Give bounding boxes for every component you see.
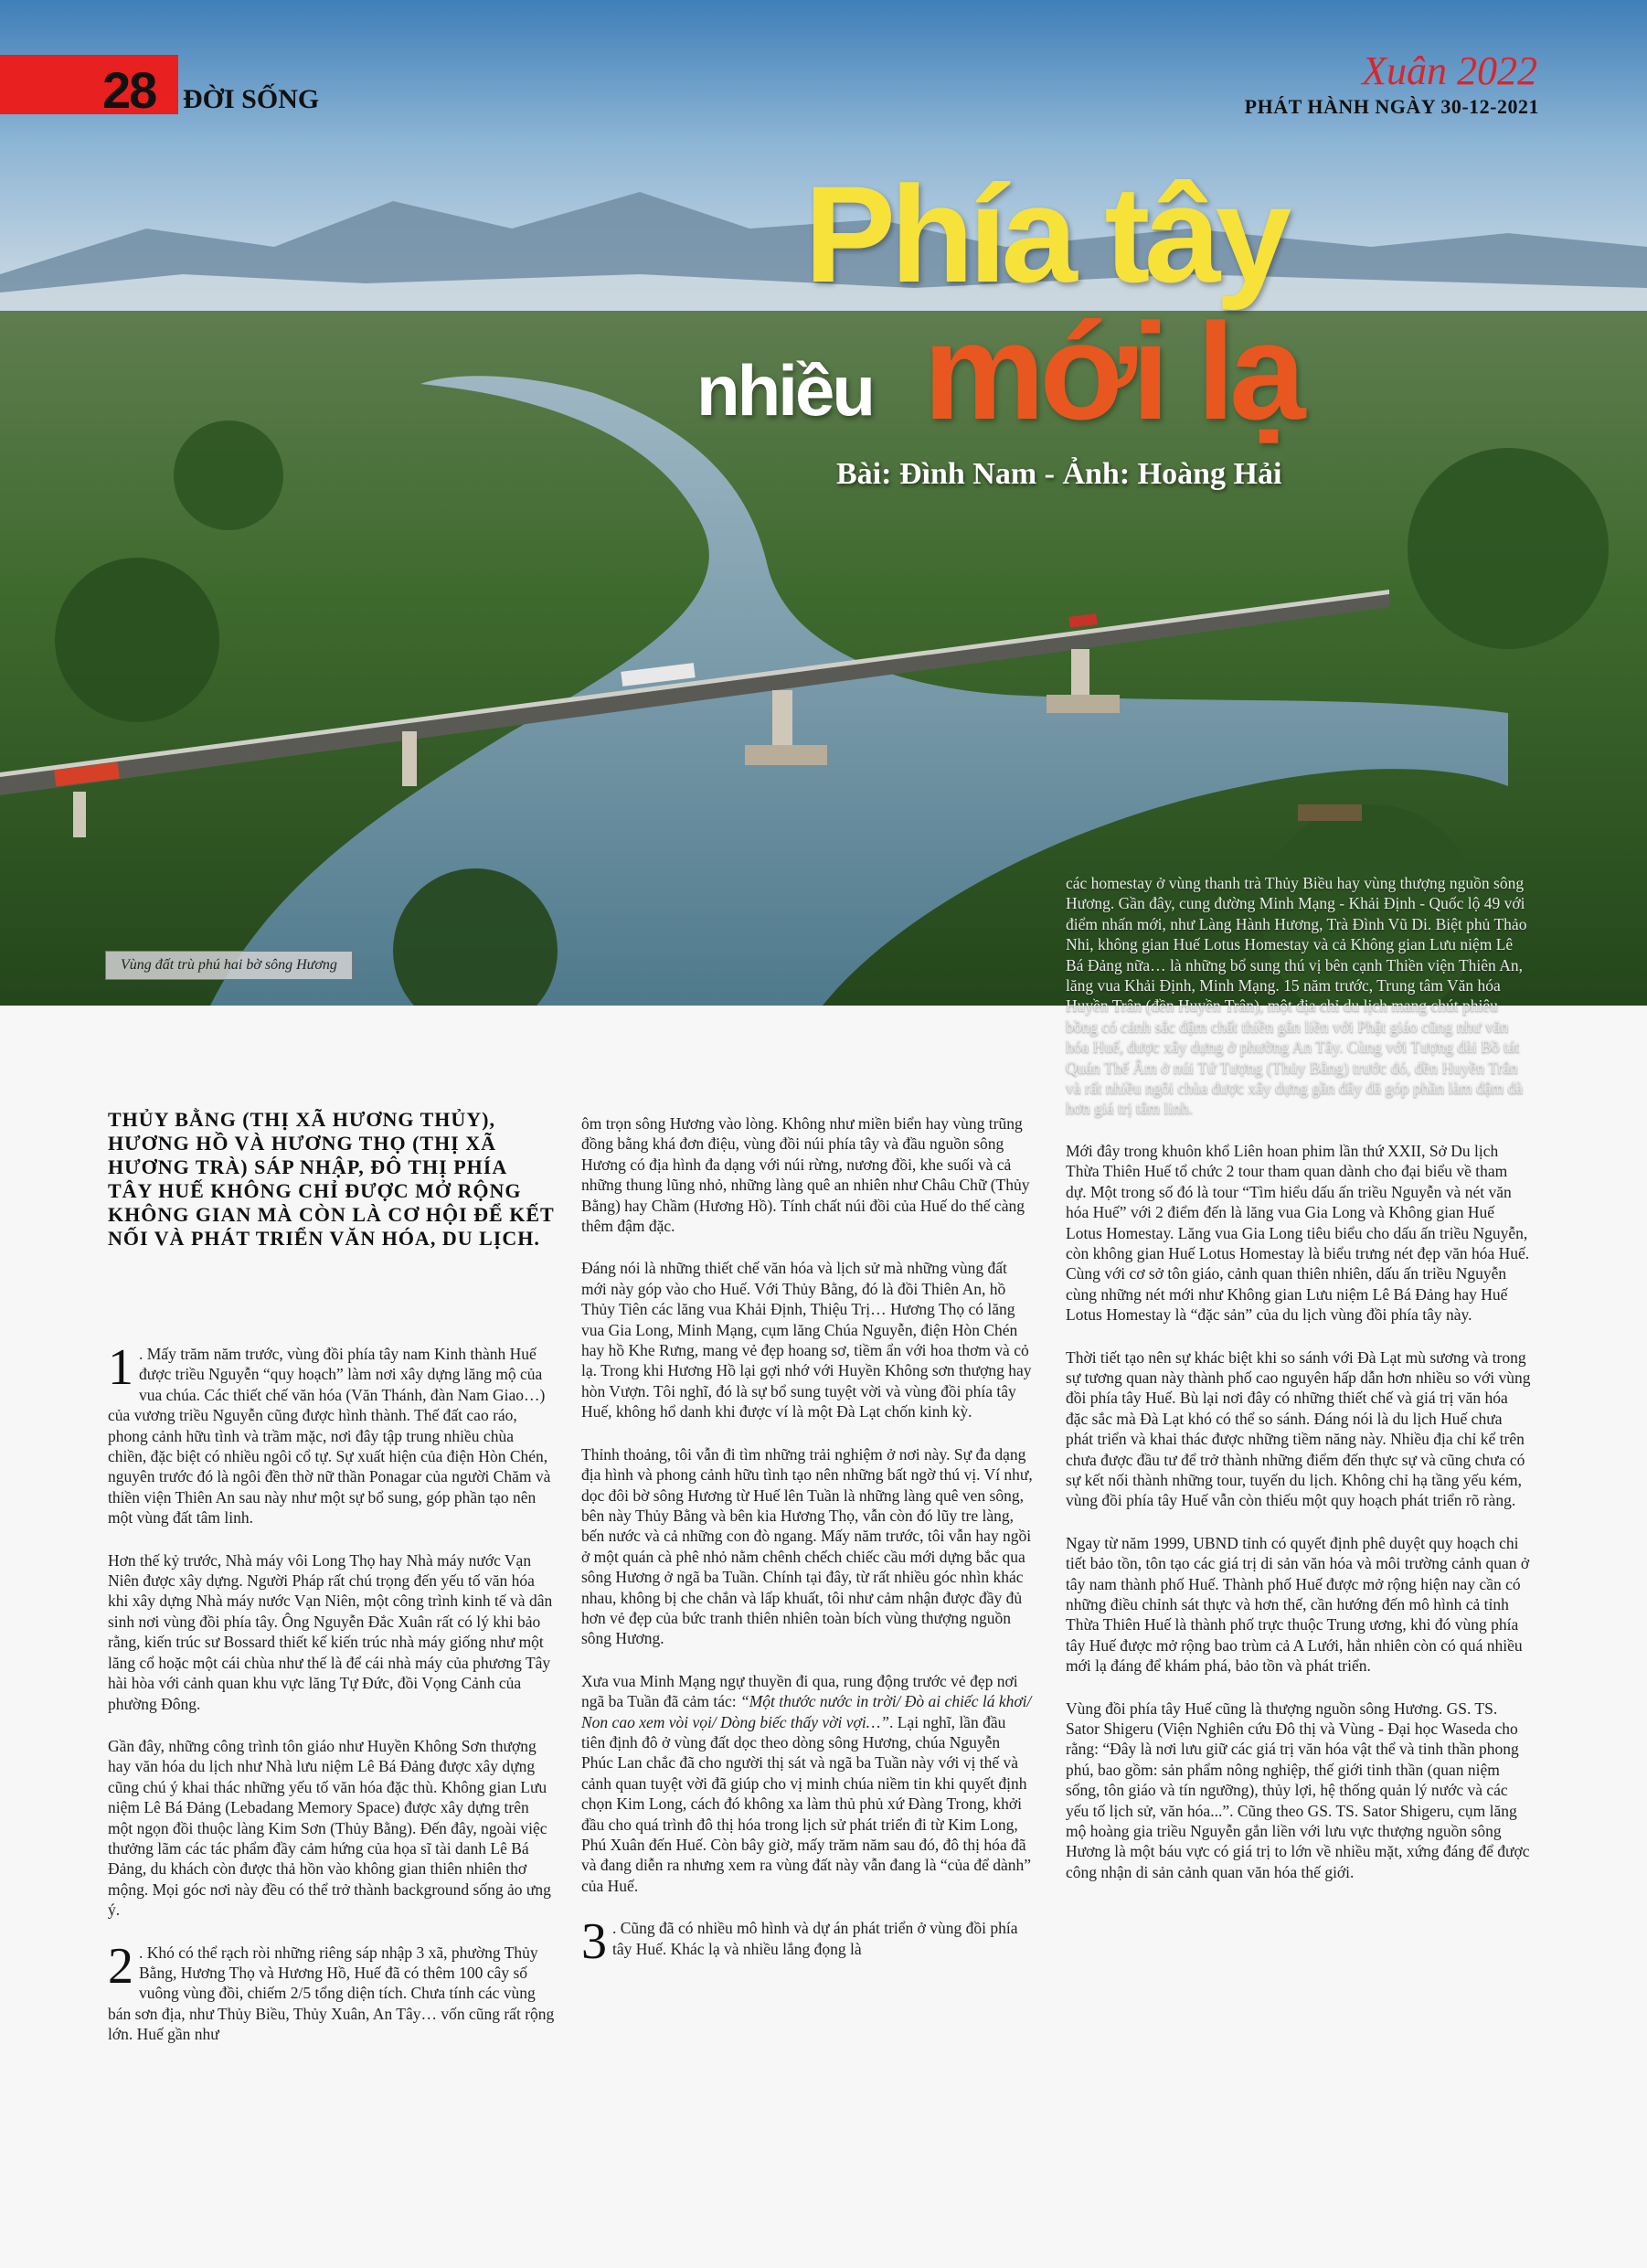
section-number: 2 bbox=[108, 1937, 133, 1995]
paragraph bbox=[581, 1913, 1033, 1971]
column-1 bbox=[108, 1152, 556, 2067]
paragraph bbox=[108, 1937, 556, 2045]
paragraph: các homestay ở vùng thanh trà Thủy Biều hay vùng thượng nguồn sông Hương. Gần đây, cung đường Minh Mạng - Khải Định - Quốc lộ 49 với điểm nhấn mới, như Làng Hành Hương, Trà Đình Vũ Di. Biệt phủ Thảo Nhi, không gian Huế Lotus Homestay và cả Không gian Lưu niệm Lê Bá Đảng nữa… là những bổ sung thú vị bên cạnh Thiền viện Thiên An, lăng vua Khải Định, Minh Mạng. 15 năm trước, Trung tâm Văn hóa Huyền Trân (đền Huyền Trân), một địa chỉ du lịch mang chút phiêu bồng có cảnh sắc đậm chất thiền gắn liền với Phật giáo cũng như văn hóa Huế, được xây dựng ở phường An Tây. Cùng với Tượng đài Bồ tát Quán Thế Âm ở núi Tứ Tượng (Thủy Bằng) trước đó, đền Huyền Trân và rất nhiều ngôi chùa được xây dựng gần đây đã góp phần làm đậm đà hơn giá trị tâm linh. bbox=[1066, 874, 1527, 1118]
paragraph-text: . Mấy trăm năm trước, vùng đồi phía tây nam Kinh thành Huế được triều Nguyễn “quy hoạch” làm nơi xây dựng lăng mộ của vua chúa. Các thiết chế văn hóa (Văn Thánh, đàn Nam Giao…) của vương triều Nguyễn cũng được hình thành. Thế đất cao ráo, phong cảnh hữu tình và trầm mặc, nơi đây tập trung nhiều chùa chiền, đặc biệt có nhiều ngôi cổ tự. Sự xuất hiện của điện Hòn Chén, nguyên trước đó là ngôi đền thờ nữ thần Ponagar của người Chăm và thiền viện Thiên An sau này như một sự bổ sung, góp phần tạo nên một vùng đất tâm linh. bbox=[108, 1345, 551, 1528]
paragraph: Đáng nói là những thiết chế văn hóa và lịch sử mà những vùng đất mới này góp vào cho Huế. Với Thủy Bằng, đó là đồi Thiên An, hồ Thủy Tiên các lăng vua Khải Định, Thiệu Trị… Hương Thọ có lăng vua Gia Long, Minh Mạng, cụm lăng Chúa Nguyễn, điện Hòn Chén hay hồ Khe Rưng, mang vẻ đẹp hoang sơ, tiềm ẩn với hoa thơm và cỏ lạ. Trong khi Hương Hồ lại gợi nhớ với Huyền Không sơn thượng hay hòn Vượn. Tôi nghĩ, đó là sự bổ sung tuyệt vời và vùng đồi phía tây Huế, không hổ danh khi được ví là một Đà Lạt chốn kinh kỳ. bbox=[581, 1259, 1032, 1421]
bridge-pier bbox=[73, 792, 86, 837]
bridge-pier bbox=[772, 690, 792, 754]
paragraph-text: . Cũng đã có nhiều mô hình và dự án phát triển ở vùng đồi phía tây Huế. Khác lạ và nhiều lắng đọng là bbox=[612, 1919, 1018, 1958]
photo-caption: Vùng đất trù phú hai bờ sông Hương bbox=[105, 951, 353, 980]
lead-paragraph: THỦY BẰNG (THỊ XÃ HƯƠNG THỦY), HƯƠNG HỒ VÀ HƯƠNG THỌ (THỊ XÃ HƯƠNG TRÀ) SÁP NHẬP, ĐÔ THỊ PHÍA TÂY HUẾ KHÔNG CHỈ ĐƯỢC MỞ RỘNG KHÔNG GIAN MÀ CÒN LÀ CƠ HỘI ĐỂ KẾT NỐI VÀ PHÁT TRIỂN VĂN HÓA, DU LỊCH. bbox=[108, 1108, 555, 1250]
headline-line2-small: nhiều bbox=[696, 350, 873, 431]
headline-line2-large: mới lạ bbox=[923, 294, 1301, 448]
section-number: 3 bbox=[581, 1913, 607, 1971]
issue-title: Xuân 2022 bbox=[1362, 48, 1537, 93]
paragraph-text: . Khó có thể rạch ròi những riêng sáp nhập 3 xã, phường Thủy Bằng, Hương Thọ và Hương Hồ, Huế đã có thêm 100 cây số vuông vùng đồi, chiếm 2/5 tổng diện tích. Chưa tính các vùng bán sơn địa, như Thủy Biều, Thủy Xuân, An Tây… vốn cũng rất rộng lớn. Huế gần như bbox=[108, 1943, 555, 2044]
page-number: 28 bbox=[102, 61, 156, 119]
paragraph-text: Xưa vua Minh Mạng ngự thuyền đi qua, rung động trước vẻ đẹp nơi ngã ba Tuần đã cảm tác: bbox=[581, 1671, 1018, 1711]
paragraph bbox=[108, 1339, 556, 1528]
paragraph: Hơn thế kỷ trước, Nhà máy vôi Long Thọ hay Nhà máy nước Vạn Niên được xây dựng. Người Pháp rất chú trọng đến yếu tố văn hóa khi xây dựng Nhà máy nước Vạn Niên, một công trình kinh tế và dân sinh nơi vùng đồi phía tây. Ông Nguyễn Đắc Xuân rất có lý khi bảo rằng, kiến trúc sư Bossard thiết kế kiến trúc nhà máy giống như một lăng cổ hoặc một cái chùa như thế là để cái nhà máy của phương Tây hài hòa với cảnh quan khu vực lăng Tự Đức, đồi Vọng Cảnh của phường Đông. bbox=[108, 1550, 553, 1713]
paragraph-text: . Lại nghĩ, lần đầu tiên định đô ở vùng đất dọc theo dòng sông Hương, chúa Nguyễn Phúc Lan chắc đã cho người thị sát và ngã ba Tuần này với vị thế và cảnh quan tuyệt vời đã giúp cho vị minh chúa niềm tin khi quyết định chọn Kim Long, cách đó không xa làm thủ phủ xứ Đàng Trong, khởi đầu cho quá trình đô thị hóa trong lịch sử phát triển đi từ Kim Long, Phú Xuân đến Huế. Còn bây giờ, mấy trăm năm sau đó, đô thị hóa đã và đang diễn ra nhưng xem ra vùng đất này vẫn đang là “của để dành” của Huế. bbox=[581, 1712, 1032, 1895]
paragraph: Mới đây trong khuôn khổ Liên hoan phim lần thứ XXII, Sở Du lịch Thừa Thiên Huế tổ chức 2 tour tham quan dành cho đại biểu về tham dự. Một trong số đó là tour “Tìm hiểu dấu ấn triều Nguyễn và nét văn hóa Huế” với 2 điểm đến là lăng vua Gia Long và Không gian Huế Lotus Homestay. Lăng vua Gia Long tiêu biểu cho dấu ấn triều Nguyễn, còn không gian Huế Lotus Homestay là biểu trưng nét đẹp văn hóa Huế. Cùng với cơ sở tôn giáo, cảnh quan thiên nhiên, dấu ấn triều Nguyễn cùng những nét mới như Không gian Lưu niệm Lê Bá Đảng hay Huế Lotus Homestay là “đặc sản” của du lịch vùng đồi phía tây này. bbox=[1066, 1141, 1530, 1325]
hero-photo bbox=[0, 0, 1647, 1006]
boat bbox=[1298, 804, 1362, 821]
paragraph bbox=[581, 1671, 1033, 1896]
bridge-pier-base bbox=[745, 745, 827, 765]
paragraph: ôm trọn sông Hương vào lòng. Không như miền biển hay vùng trũng đồng bằng khá đơn điệu, vùng đồi núi phía tây và đầu nguồn sông Hương có địa hình đa dạng với núi rừng, nương đồi, khe suối và cả những thung lũng nhỏ, những làng quê an nhiên như Châu Chữ (Thủy Bằng) hay Chầm (Hương Hồ). Tính chất núi đồi của Huế do thế càng thêm đậm đặc. bbox=[581, 1114, 1030, 1236]
headline-line1: Phía tây bbox=[804, 157, 1287, 311]
column-3 bbox=[1066, 873, 1532, 1904]
bridge-pier-base bbox=[1047, 695, 1120, 713]
paragraph: Ngay từ năm 1999, UBND tỉnh có quyết định phê duyệt quy hoạch chi tiết bảo tồn, tôn tạo các giá trị di sản văn hóa và môi trường cảnh quan ở tây nam thành phố Huế. Thành phố Huế được mở rộng hiện nay cần có những điều chỉnh sát thực và hơn thế, cần hướng đến mô hình cả tỉnh Thừa Thiên Huế là thành phố trực thuộc Trung ương, khi đó vùng phía tây Huế được mở rộng bao trùm cả A Lưới, hẳn nhiên còn có quá nhiều mới lạ đáng để khám phá, bảo tồn và phát triển. bbox=[1066, 1533, 1530, 1676]
byline: Bài: Đình Nam - Ảnh: Hoàng Hải bbox=[836, 457, 1282, 491]
paragraph: Thời tiết tạo nên sự khác biệt khi so sánh với Đà Lạt mù sương và trong sự tương quan này thành phố cao nguyên hấp dẫn hơn nhiều so với vùng đồi phía tây Huế. Bù lại nơi đây có những thiết chế và giá trị văn hóa đặc sắc mà Đà Lạt khó có thể so sánh. Đáng nói là du lịch Huế chưa phát triển và khai thác được những tiềm năng này. Nhiều địa chỉ kể trên chưa được đầu tư để trở thành những điểm đến thực sự và cũng chưa có sự kết nối thành những tour, tuyến du lịch. Không chỉ hạ tầng yếu kém, vùng đồi phía tây Huế vẫn còn thiếu một quy hoạch phát triển rõ ràng. bbox=[1066, 1347, 1531, 1510]
section-number: 1 bbox=[108, 1339, 133, 1396]
paragraph: Vùng đồi phía tây Huế cũng là thượng nguồn sông Hương. GS. TS. Sator Shigeru (Viện Nghiên cứu Đô thị và Vùng - Đại học Waseda cho rằng: “Đây là nơi lưu giữ các giá trị văn hóa vật thể và tinh thần phong phú, bao gồm: sản phẩm nông nghiệp, thế giới tinh thần (quan niệm sống, tôn giáo và tín ngưỡng), thủy lợi, hệ thống quản lý nước và các yếu tố lịch sử, văn hóa...”. Cũng theo GS. TS. Sator Shigeru, cụm lăng mộ hoàng gia triều Nguyễn gắn liền với lưu vực thượng nguồn sông Hương là một báu vực có giá trị to lớn về nhiều mặt, xứng đáng để được công nhận di sản cảnh quan văn hóa thế giới. bbox=[1066, 1698, 1530, 1881]
section-title: ĐỜI SỐNG bbox=[183, 84, 320, 114]
river-bridge-illustration bbox=[0, 0, 1647, 1006]
paragraph: Gần đây, những công trình tôn giáo như Huyền Không Sơn thượng hay văn hóa du lịch như Nhà lưu niệm Lê Bá Đảng được xây dựng cũng chú ý khai thác những yếu tố văn hóa đặc thù. Không gian Lưu niệm Lê Bá Đảng (Lebadang Memory Space) được xây dựng trên một ngọn đồi thuộc làng Kim Sơn (Thủy Bằng). Đến đây, ngoài việc thưởng lãm các tác phẩm đầy cảm hứng của họa sĩ tài danh Lê Bá Đảng, du khách còn được thả hồn vào không gian thiên nhiên thơ mộng. Mọi góc nơi này đều có thể trở thành background sống ảo ưng ý. bbox=[108, 1736, 551, 1920]
release-date: PHÁT HÀNH NGÀY 30-12-2021 bbox=[1244, 95, 1539, 118]
paragraph: Thỉnh thoảng, tôi vẫn đi tìm những trải nghiệm ở nơi này. Sự đa dạng địa hình và phong cảnh hữu tình tạo nên những bất ngờ thú vị. Ví như, dọc đôi bờ sông Hương từ Huế lên Tuần là những làng quê ven sông, bên này Thủy Bằng và bên kia Hương Thọ, vẫn còn đó lũy tre làng, bến nước và cả những con đò ngang. Mấy năm trước, tôi vẫn hay ngồi ở một quán cà phê nhỏ nằm chênh chếch chiếc cầu mới dựng bắc qua sông Hương ở ngã ba Tuần. Chính tại đây, từ rất nhiều góc nhìn khác nhau, không bị che chắn và lấp khuất, tôi như cảm nhận được đầy đủ hơn vẻ đẹp của bức tranh thiên nhiên toàn bích vùng thượng nguồn sông Hương. bbox=[581, 1444, 1033, 1648]
poem-quote: “Một thước nước in trời/ Đò ai chiếc lá khơi/ Non cao xem vòi vọi/ Dòng biếc thấy vời vợi…” bbox=[581, 1692, 1032, 1731]
column-2 bbox=[581, 1113, 1033, 1981]
bridge-pier bbox=[402, 731, 417, 786]
